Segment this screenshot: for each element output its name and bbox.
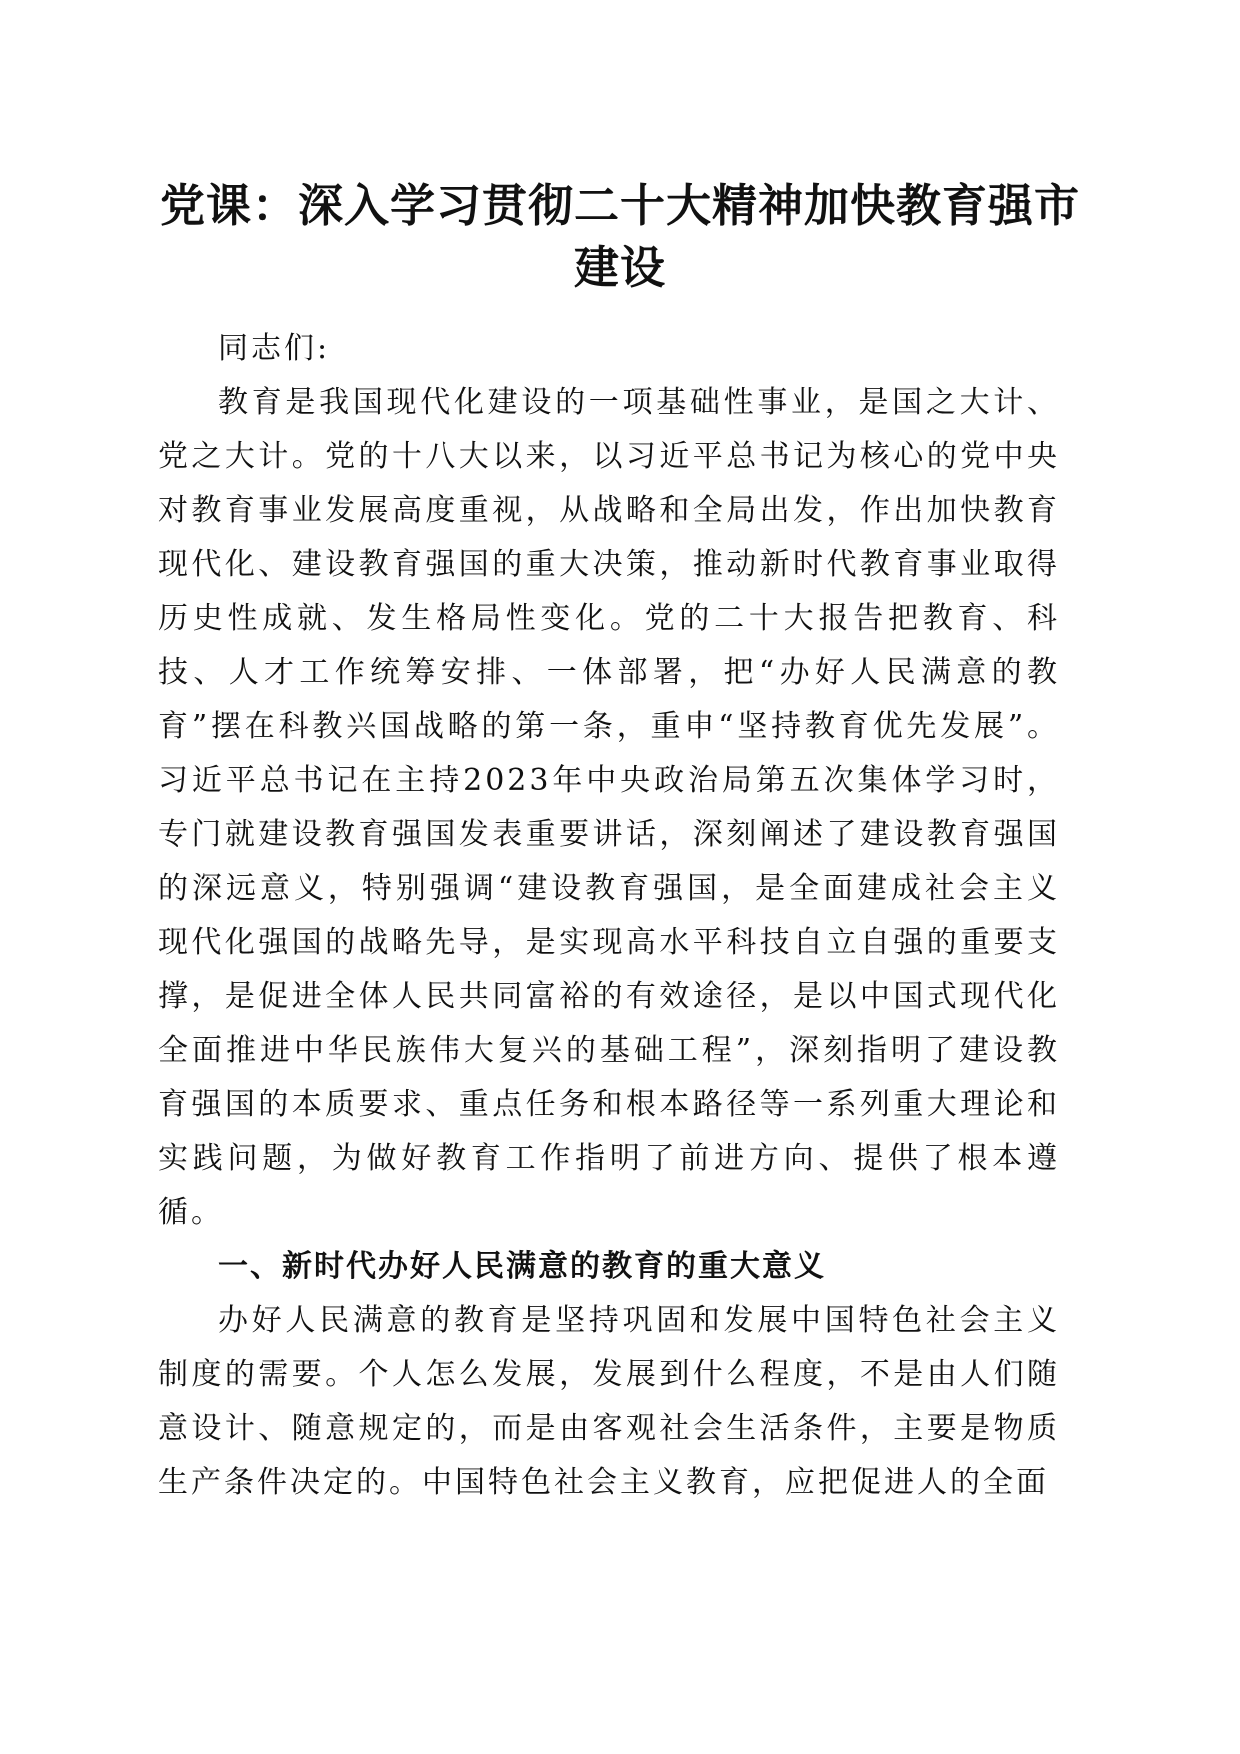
intro-paragraph: 教育是我国现代化建设的一项基础性事业，是国之大计、党之大计。党的十八大以来，以习近平总书记为核心的党中央对教育事业发展高度重视，从战略和全局出发，作出加快教育现代化、建设教育强国的重大决策，推动新时代教育事业取得历史性成就、发生格局性变化。党的二十大报告把教育、科技、人才工作统筹安排、一体部署，把“办好人民满意的教育”摆在科教兴国战略的第一条，重申“坚持教育优先发展”。习近平总书记在主持2023年中央政治局第五次集体学习时，专门就建设教育强国发表重要讲话，深刻阐述了建设教育强国的深远意义，特别强调“建设教育强国，是全面建成社会主义现代化强国的战略先导，是实现高水平科技自立自强的重要支撑，是促进全体人民共同富裕的有效途径，是以中国式现代化全面推进中华民族伟大复兴的基础工程”，深刻指明了建设教育强国的本质要求、重点任务和根本路径等一系列重大理论和实践问题，为做好教育工作指明了前进方向、提供了根本遵循。 [158,385,1060,1230]
salutation: 同志们: [218,331,331,366]
document-body [158,322,1060,1510]
section-heading: 一、新时代办好人民满意的教育的重大意义 [218,1249,826,1284]
document-title: 党课：深入学习贯彻二十大精神加快教育强市建设 [159,179,1080,294]
section-paragraph: 办好人民满意的教育是坚持巩固和发展中国特色社会主义制度的需要。个人怎么发展，发展到什么程度，不是由人们随意设计、随意规定的，而是由客观社会生活条件，主要是物质生产条件决定的。中国特色社会主义教育，应把促进人的全面 [158,1303,1060,1500]
